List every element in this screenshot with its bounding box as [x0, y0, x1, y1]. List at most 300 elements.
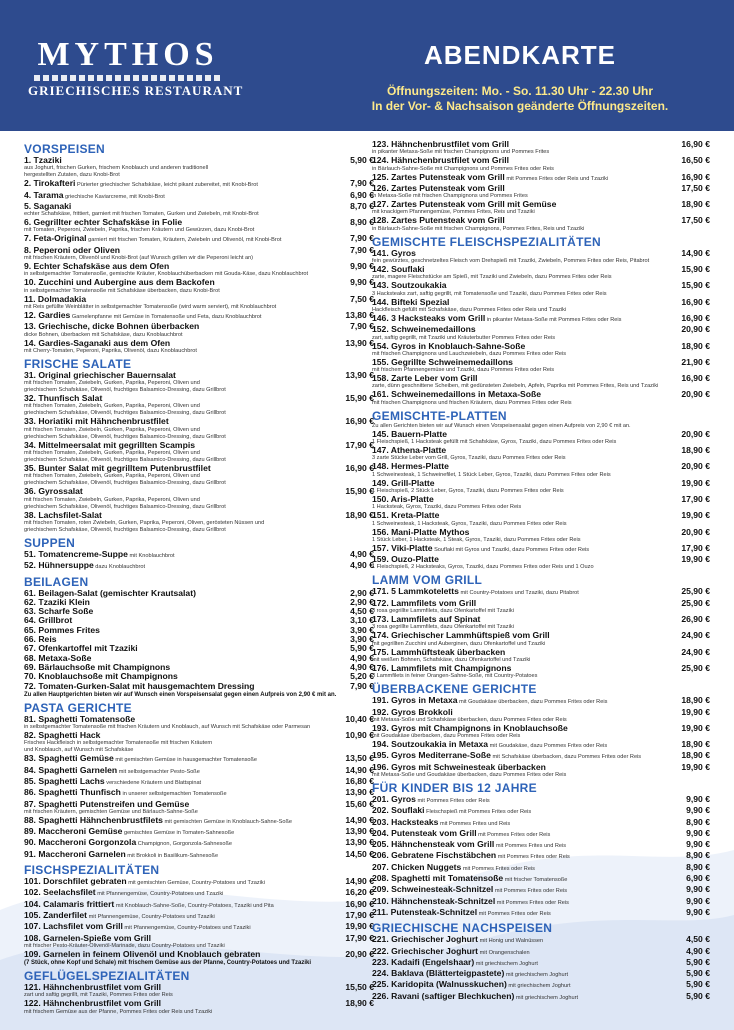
- menu-item-price: 20,90 €: [345, 949, 374, 959]
- menu-item-name: 172. Lammfilets vom Grill: [372, 598, 477, 608]
- section-heading: ÜBERBACKENE GERICHTE: [372, 682, 537, 697]
- menu-item-name: 90. Maccheroni Gorgonzola: [24, 838, 137, 848]
- menu-item-price: 9,90 €: [686, 885, 710, 895]
- menu-item-detail: mit Schafskäse überbacken, dazu Pommes Frites oder Reis: [490, 754, 642, 761]
- menu-item-price: 15,90 €: [345, 394, 374, 404]
- menu-item: [372, 216, 710, 225]
- menu-item-name: 81. Spaghetti Tomatensoße: [24, 714, 136, 724]
- menu-item-detail: verschiedene Kräutern und Blattspinat: [104, 779, 202, 786]
- menu-item-name: 1. Tzaziki: [24, 156, 62, 165]
- menu-item-description: mit frischen Tomaten, Zwiebeln, Gurken, Paprika, Peperoni, Oliven und: [24, 403, 200, 410]
- menu-item: [372, 528, 710, 537]
- menu-item: [372, 374, 710, 383]
- menu-item: [24, 322, 374, 331]
- menu-item-description: mit frischen Tomaten, Zwiebeln, Gurken, Paprika, Peperoni, Oliven und: [24, 473, 200, 480]
- menu-item-name: 33. Horiatiki mit Hähnchenbrustfilet: [24, 417, 169, 427]
- menu-item-description: mit frischen Tomaten, Zwiebeln, Gurken, Paprika, Peperoni, Oliven und: [24, 426, 200, 433]
- menu-item-name: 13. Griechische, dicke Bohnen überbacken: [24, 322, 200, 332]
- page-title: ABENDKARTE: [424, 40, 616, 70]
- menu-item-name: 122. Hähnchenbrustfilet vom Grill: [24, 999, 162, 1009]
- menu-item-price: 13,90 €: [345, 370, 374, 380]
- menu-item: [24, 626, 374, 635]
- menu-item-description: fein gewürztes, geschnetzeltes Fleisch vom Drehspieß mit Tzaziki, Zwiebeln, Pommes Frites oder Reis, Pitabrot: [372, 258, 650, 265]
- menu-item-price: 17,90 €: [345, 440, 374, 450]
- menu-item-description: mit Reis gefüllte Weinblätter in selbstgemachter Tomatensoße (wird warm serviert), mit Knoblauchbrot: [24, 303, 277, 310]
- menu-item: [24, 922, 374, 933]
- menu-item: [24, 589, 374, 598]
- menu-item-price: 6,90 €: [350, 190, 374, 200]
- menu-item-price: 17,90 €: [345, 910, 374, 920]
- menu-item-name: 10. Zucchini und Aubergine aus dem Backofen: [24, 278, 215, 288]
- menu-item-detail: mit Goudakäse, dazu Pommes Frites oder Reis: [488, 743, 608, 750]
- menu-item: [24, 766, 374, 777]
- menu-item: [372, 696, 710, 707]
- menu-item-price: 13,90 €: [345, 788, 374, 798]
- section-heading: BEILAGEN: [24, 574, 89, 589]
- menu-item: [372, 200, 710, 209]
- menu-item-detail: mit Pommes Frites und Reis: [438, 820, 511, 827]
- menu-item-detail: Fleischspieß mit Pommes Frites oder Reis: [424, 809, 532, 816]
- menu-item-name: 52. Hühnersuppe: [24, 561, 94, 571]
- menu-item-name: 63. Scharfe Soße: [24, 607, 94, 617]
- opening-hours-line: Öffnungszeiten: Mo. - So. 11.30 Uhr - 22.30 Uhr: [386, 84, 654, 98]
- menu-item-price: 16,90 €: [681, 172, 710, 182]
- menu-item-name: 210. Hähnchensteak-Schnitzel: [372, 896, 496, 906]
- menu-item: [372, 281, 710, 290]
- menu-item-name: 87. Spaghetti Putenstreifen und Gemüse: [24, 799, 190, 809]
- menu-item: [372, 587, 710, 598]
- menu-item-price: 14,90 €: [681, 248, 710, 258]
- menu-item-price: 9,90 €: [686, 806, 710, 816]
- menu-item-detail: Pürierter griechischer Schafskäse, leicht pikant zubereitet, mit Knobi-Brot: [75, 182, 258, 189]
- menu-item-price: 5,90 €: [686, 969, 710, 979]
- menu-item-detail: Garnelenpfanne mit Gemüse in Tomatensoße und Feta, dazu Knoblauchbrot: [70, 313, 262, 320]
- menu-item-name: 6. Gegrillter echter Schafskäse in Folie: [24, 218, 183, 228]
- menu-item-name: 7. Feta-Original: [24, 234, 87, 244]
- menu-item: [24, 911, 374, 922]
- menu-item: [372, 342, 710, 351]
- restaurant-logo: [28, 36, 244, 99]
- menu-item-name: 205. Hähnchensteak vom Grill: [372, 840, 495, 850]
- menu-item: [372, 249, 710, 258]
- meander-border: [34, 75, 222, 81]
- menu-item-price: 5,90 €: [686, 980, 710, 990]
- menu-item-description: 1 Fleischspieß, 2 Hacksteaks, Gyros, Tzaziki, dazu Pommes Frites oder Reis und 1 Ouzo: [372, 564, 594, 571]
- menu-item-price: 4,50 €: [350, 607, 374, 617]
- menu-item-name: 105. Zanderfilet: [24, 910, 88, 920]
- menu-item-name: 171. 5 Lammkoteletts: [372, 587, 459, 597]
- menu-item-name: 194. Soutzoukakia in Metaxa: [372, 740, 489, 750]
- menu-item-name: 123. Hähnchenbrustfilet vom Grill: [372, 140, 510, 149]
- menu-item-description: zart, saftig gegrillt, mit Tzaziki und Kräuterbutter Pommes Frites oder Reis: [372, 334, 556, 341]
- menu-item-description: echter Schafskäse, frittiert, garniert mit frischen Tomaten, Gurken und Zwiebeln, mit Knobi-Brot: [24, 211, 259, 218]
- section-heading: GEMISCHTE FLEISCHSPEZIALITÄTEN: [372, 234, 602, 249]
- menu-item: [372, 897, 710, 908]
- menu-item-name: 88. Spaghetti Hähnchenbrustfilets: [24, 815, 163, 825]
- menu-item-name: 125. Zartes Putensteak vom Grill: [372, 172, 505, 182]
- menu-item-name: 173. Lammfilets auf Spinat: [372, 615, 481, 625]
- menu-item: [372, 358, 710, 367]
- menu-item-detail: mit Pommes Frites oder Reis: [476, 831, 551, 838]
- menu-item: [24, 156, 374, 165]
- menu-item-price: 16,90 €: [345, 417, 374, 427]
- menu-item-name: 126. Zartes Putensteak vom Grill: [372, 183, 505, 193]
- menu-item: [372, 829, 710, 840]
- menu-item-description: 1 Schweinesteak, 1 Hacksteak, Gyros, Tzaziki, dazu Pommes Frites oder Reis: [372, 520, 567, 527]
- menu-item-description: in Bärlauch-Sahne-Soße mit Champignons und Pommes Frites oder Reis: [372, 165, 554, 172]
- menu-item: [24, 754, 374, 765]
- menu-item: [24, 654, 374, 663]
- menu-item: [372, 495, 710, 504]
- section-heading: LAMM VOM GRILL: [372, 573, 483, 588]
- menu-item-detail: mit griechischem Joghurt: [474, 960, 538, 967]
- menu-item: [372, 992, 710, 1003]
- menu-item-price: 16,90 €: [681, 140, 710, 149]
- menu-item-name: 224. Baklava (Blätterteigpastete): [372, 969, 505, 979]
- menu-item: [24, 246, 374, 255]
- menu-item-detail: mit griechischem Joghurt: [506, 983, 571, 990]
- menu-item-description: 1 Stück Leber, 1 Hacksteak, 1 Steak, Gyros, Tzaziki, dazu Pommes Frites oder Reis: [372, 536, 581, 543]
- menu-item-name: 70. Knoblauchsoße mit Champignons: [24, 672, 178, 682]
- menu-item: [24, 598, 374, 607]
- header-banner: [0, 0, 734, 131]
- menu-item: [24, 850, 374, 861]
- menu-item-name: 142. Souflaki: [372, 265, 425, 275]
- menu-item: [24, 800, 374, 809]
- menu-item: [372, 265, 710, 274]
- menu-item-name: 34. Mittelmeersalat mit gegrillten Scampis: [24, 440, 195, 450]
- menu-item: [24, 644, 374, 653]
- menu-item-name: 161. Schweinemedaillons in Metaxa-Soße: [372, 390, 542, 400]
- section-heading: FRISCHE SALATE: [24, 356, 132, 371]
- menu-item-price: 5,90 €: [350, 156, 374, 165]
- menu-item: [24, 635, 374, 644]
- menu-item-price: 10,40 €: [345, 714, 374, 724]
- menu-item-price: 13,90 €: [345, 338, 374, 348]
- menu-item-detail: gemischtes Gemüse in Tomaten-Sahnesoße: [122, 830, 235, 837]
- menu-item-description: in selbstgemachter Tomatensoße mit Schafskäse überbacken, dazu Knobi-Brot: [24, 287, 220, 294]
- menu-item-price: 9,90 €: [350, 278, 374, 288]
- menu-item-name: 201. Gyros: [372, 794, 416, 804]
- menu-item-detail: mit Pfannengemüse, Country-Potatoes und Tzaziki: [95, 891, 224, 898]
- menu-item-description: mit frischen Tomaten, Zwiebeln, Gurken, Paprika, Peperoni, Oliven und: [24, 450, 200, 457]
- menu-item-price: 26,90 €: [681, 615, 710, 625]
- menu-item-name: 86. Spaghetti Thunfisch: [24, 788, 121, 798]
- section-heading: SUPPEN: [24, 535, 76, 550]
- menu-item-price: 5,90 €: [686, 957, 710, 967]
- menu-item-price: 18,90 €: [681, 446, 710, 456]
- menu-item-price: 18,90 €: [681, 751, 710, 761]
- menu-item-description: und Knoblauch, auf Wunsch mit Schafskäse: [24, 747, 134, 754]
- menu-item-price: 8,90 €: [686, 817, 710, 827]
- menu-item-name: 12. Gardies: [24, 310, 71, 320]
- menu-item-detail: mit Pommes Frites und Reis: [494, 843, 567, 850]
- menu-item-name: 221. Griechischer Joghurt: [372, 935, 479, 945]
- menu-note: Zu allen Hauptgerichten bieten wir auf Wunsch einen Vorspeisensalat gegen einen Aufpreis von 2,90 € mit an.: [24, 691, 337, 698]
- menu-item-price: 14,50 €: [345, 849, 374, 859]
- menu-item-description: griechischem Schafskäse, Olivenöl, fruchtiges Balsamico-Dressing, dazu Grillbrot: [24, 387, 226, 394]
- menu-item-price: 6,90 €: [686, 874, 710, 884]
- menu-item-name: 206. Gebratene Fischstäbchen: [372, 851, 497, 861]
- menu-item: [24, 191, 374, 202]
- menu-item: [24, 487, 374, 496]
- menu-item: [372, 314, 710, 325]
- menu-item-detail: in unserer selbstgemachten Tomatensoße: [120, 791, 227, 798]
- menu-item-description: griechischem Schafskäse, Olivenöl, fruchtiges Balsamico-Dressing, dazu Grillbrot: [24, 480, 226, 487]
- menu-item-price: 10,90 €: [345, 731, 374, 741]
- menu-item-name: 51. Tomatencreme-Suppe: [24, 549, 128, 559]
- menu-item-detail: mit Pommes Frites oder Reis: [477, 910, 551, 917]
- menu-item-description: mit Tomaten, Peperoni, Zwiebeln, Paprika, frischen Kräutern und Gewürzen, dazu Knobi-Brot: [24, 227, 255, 234]
- menu-item-name: 102. Seelachsfilet: [24, 888, 96, 898]
- menu-item: [24, 888, 374, 899]
- menu-item: [24, 417, 374, 426]
- menu-item: [372, 555, 710, 564]
- menu-item-name: 9. Echter Schafskäse aus dem Ofen: [24, 262, 170, 272]
- menu-item-name: 191. Gyros in Metaxa: [372, 696, 458, 706]
- menu-item-price: 3,90 €: [350, 625, 374, 635]
- menu-item-detail: mit Pommes Frites oder Reis: [496, 854, 570, 861]
- menu-item: [24, 838, 374, 849]
- menu-item-name: 203. Hacksteaks: [372, 817, 439, 827]
- menu-item-name: 38. Lachsfilet-Salat: [24, 510, 102, 520]
- menu-item: [24, 234, 374, 245]
- menu-item-price: 18,90 €: [681, 740, 710, 750]
- menu-item-name: 35. Bunter Salat mit gegrilltem Putenbrustfilet: [24, 464, 211, 474]
- menu-item-price: 21,90 €: [681, 357, 710, 367]
- opening-hours: [330, 84, 710, 114]
- menu-item-description: griechischem Schafskäse, Olivenöl, fruchtiges Balsamico-Dressing, dazu Grillbrot: [24, 457, 226, 464]
- menu-item-name: 204. Putensteak vom Grill: [372, 828, 477, 838]
- menu-item: [24, 550, 374, 561]
- menu-item-price: 13,90 €: [345, 827, 374, 837]
- menu-item-detail: mit Pommes Frites oder Reis: [495, 899, 569, 906]
- menu-item-price: 15,90 €: [345, 487, 374, 497]
- menu-item-name: 195. Gyros Mediterrane-Soße: [372, 751, 491, 761]
- menu-item: [372, 908, 710, 919]
- menu-item-description: mit frischem Gemüse aus der Pfanne, Pommes Frites oder Reis und Tzaziki: [24, 1008, 213, 1015]
- section-heading: PASTA GERICHTE: [24, 700, 132, 715]
- menu-item-name: 2. Tirokafteri: [24, 179, 76, 189]
- menu-item-price: 20,90 €: [681, 429, 710, 439]
- menu-item-description: griechischem Schafskäse, Olivenöl, fruchtiges Balsamico-Dressing, dazu Grillbrot: [24, 410, 226, 417]
- menu-item-name: 124. Hähnchenbrustfilet vom Grill: [372, 156, 510, 166]
- menu-item-price: 8,90 €: [350, 218, 374, 228]
- menu-item-name: 158. Zarte Leber vom Grill: [372, 374, 478, 384]
- menu-item: [372, 806, 710, 817]
- menu-item-name: 104. Calamaris frittiert: [24, 899, 115, 909]
- menu-item-price: 7,90 €: [350, 179, 374, 189]
- menu-item-name: 211. Putensteak-Schnitzel: [372, 907, 478, 917]
- menu-item-name: 159. Ouzo-Platte: [372, 555, 439, 565]
- menu-item-price: 16,90 €: [681, 297, 710, 307]
- menu-item-price: 4,90 €: [350, 662, 374, 672]
- menu-item-description: mit frischen Champignons und Lauchzwiebeln, dazu Pommes Frites oder Reis: [372, 350, 567, 357]
- menu-item-description: mit Cherry-Tomaten, Peperoni, Paprika, Olivenöl, dazu Knoblauchbrot: [24, 347, 197, 354]
- menu-item-detail: mit gemischten Gemüse in Knoblauch-Sahne-Soße: [162, 818, 293, 825]
- menu-item: [24, 441, 374, 450]
- menu-item-detail: griechische Kaviarcreme, mit Knobi-Brot: [63, 193, 165, 200]
- menu-item-detail: mit Pommes Frites oder Reis: [493, 888, 567, 895]
- menu-item-detail: mit Country-Potatoes und Tzaziki, dazu Pitabrot: [458, 590, 579, 597]
- menu-item: [372, 511, 710, 520]
- menu-item-name: 31. Original griechischer Bauernsalat: [24, 370, 176, 380]
- menu-item-detail: mit selbstgemachter Pesto-Soße: [117, 768, 200, 775]
- menu-item: [372, 874, 710, 885]
- menu-item: [24, 262, 374, 271]
- menu-item-name: 4. Tarama: [24, 190, 64, 200]
- menu-item: [24, 607, 374, 616]
- menu-item-description: griechischem Schafskäse, Olivenöl, fruchtiges Balsamico-Dressing, dazu Grillbrot: [24, 526, 226, 533]
- menu-item-detail: mit Pfannengemüse, Country-Potatoes und Tzaziki: [122, 925, 251, 932]
- menu-item: [24, 788, 374, 799]
- menu-item-name: 66. Reis: [24, 635, 57, 645]
- menu-item-detail: in pikanter Metaxa-Soße mit Pommes Frites oder Reis: [485, 316, 622, 323]
- menu-item-name: 196. Gyros mit Schweinesteak überbacken: [372, 762, 546, 772]
- menu-item-description: griechischem Schafskäse, Olivenöl, fruchtiges Balsamico-Dressing, dazu Grillbrot: [24, 433, 226, 440]
- menu-item-price: 17,90 €: [681, 494, 710, 504]
- menu-item-price: 2,90 €: [350, 597, 374, 607]
- menu-item: [372, 980, 710, 991]
- menu-item-name: 82. Spaghetti Hack: [24, 731, 101, 741]
- menu-item-name: 32. Thunfisch Salat: [24, 394, 103, 404]
- menu-item-price: 9,90 €: [686, 794, 710, 804]
- menu-item: [372, 763, 710, 772]
- menu-item-name: 107. Lachsfilet vom Grill: [24, 922, 123, 932]
- menu-item: [24, 877, 374, 888]
- menu-item-description: mit frischem Pfannengemüse und Tzaziki, dazu Pommes Frites oder Reis: [372, 367, 555, 374]
- menu-item: [24, 672, 374, 681]
- menu-item: [372, 615, 710, 624]
- menu-item-price: 19,90 €: [345, 922, 374, 932]
- menu-item-description: griechischem Schafskäse, Olivenöl, fruchtiges Balsamico-Dressing, dazu Grillbrot: [24, 503, 226, 510]
- menu-item-name: 155. Gegrillte Schweinemedaillons: [372, 357, 513, 367]
- menu-item-price: 24,90 €: [681, 647, 710, 657]
- menu-item-description: mit frischen Tomaten, Zwiebeln, Gurken, Paprika, Peperoni, Oliven und: [24, 380, 200, 387]
- menu-item: [24, 827, 374, 838]
- menu-item-price: 7,90 €: [350, 245, 374, 255]
- menu-item-description: 3 rosa gegrillte Lammfilets, dazu Ofenkartoffel mit Tzaziki: [372, 624, 514, 631]
- menu-item: [372, 544, 710, 555]
- menu-item: [372, 795, 710, 806]
- menu-item-name: 202. Souflaki: [372, 806, 425, 816]
- menu-item-description: 1 Fleischspieß, 2 Stück Leber, Gyros, Tzaziki, dazu Pommes Frites oder Reis: [372, 487, 564, 494]
- menu-item-price: 16,20 €: [345, 888, 374, 898]
- menu-item: [372, 140, 710, 149]
- menu-item-name: 83. Spaghetti Gemüse: [24, 754, 114, 764]
- menu-item-name: 108. Garnelen-Spieße vom Grill: [24, 933, 152, 943]
- menu-item-name: 8. Peperoni oder Oliven: [24, 245, 120, 255]
- menu-item-price: 19,90 €: [681, 511, 710, 521]
- menu-item-price: 16,90 €: [345, 464, 374, 474]
- menu-item-price: 3,10 €: [350, 616, 374, 626]
- opening-hours-note: In der Vor- & Nachsaison geänderte Öffnungszeiten.: [371, 99, 669, 113]
- menu-item-detail: mit Goudakäse überbacken, dazu Pommes Frites oder Reis: [457, 699, 608, 706]
- menu-item-price: 20,90 €: [681, 462, 710, 472]
- menu-item: [24, 934, 374, 943]
- menu-item-name: 225. Karidopita (Walnusskuchen): [372, 980, 507, 990]
- menu-item-price: 8,90 €: [686, 851, 710, 861]
- menu-item-description: mit frischen Champignons und frischen Kräutern, dazu Pommes Frites oder Reis: [372, 399, 572, 406]
- menu-item-price: 18,90 €: [681, 696, 710, 706]
- menu-item-price: 15,90 €: [681, 281, 710, 291]
- menu-item-detail: mit Pfannengemüse, Country-Potatoes und Tzaziki: [87, 913, 215, 920]
- menu-item-name: 150. Aris-Platte: [372, 494, 434, 504]
- menu-item-name: 226. Ravani (saftiger Blechkuchen): [372, 991, 515, 1001]
- menu-item-name: 5. Saganaki: [24, 201, 72, 211]
- menu-item-price: 25,90 €: [681, 598, 710, 608]
- menu-item-price: 9,90 €: [350, 262, 374, 272]
- menu-item-description: dicke Bohnen, überbacken mit Schafskäse, dazu Knoblauchbrot: [24, 331, 183, 338]
- menu-item: [372, 390, 710, 399]
- menu-item: [24, 464, 374, 473]
- menu-item-price: 18,90 €: [681, 200, 710, 210]
- menu-item: [24, 616, 374, 625]
- menu-item-description: 3 rosa gegrillte Lammfilets, dazu Ofenkartoffel mit Tzaziki: [372, 608, 514, 615]
- menu-item-price: 17,50 €: [681, 216, 710, 226]
- menu-item-name: 174. Griechischer Lammhüftspieß vom Grill: [372, 631, 550, 641]
- menu-item: [24, 950, 374, 959]
- menu-item-price: 16,90 €: [681, 313, 710, 323]
- menu-item: [372, 969, 710, 980]
- menu-item-price: 7,90 €: [350, 681, 374, 691]
- menu-item-description: mit frischen Kräutern, gemischten Gemüse und Bärlauch-Sahne-Soße: [24, 808, 198, 815]
- menu-item-name: 147. Athena-Platte: [372, 446, 447, 456]
- menu-item-name: 151. Kreta-Platte: [372, 511, 440, 521]
- menu-item-name: 148. Hermes-Platte: [372, 462, 449, 472]
- menu-item: [372, 156, 710, 165]
- menu-item-price: 15,90 €: [681, 265, 710, 275]
- menu-item-description: zarte, dünn geschnittene Scheiben, mit gedünsteten Zwiebeln, Äpfeln, Paprika mit Pommes Frites, Reis und Tzaziki: [372, 383, 659, 390]
- menu-item-description: mit knackigem Pfannengemüse, Pommes Frites, Reis und Tzaziki: [372, 209, 535, 216]
- menu-item-name: 145. Bauern-Platte: [372, 429, 447, 439]
- menu-item-price: 19,90 €: [681, 478, 710, 488]
- menu-item-price: 16,50 €: [681, 156, 710, 166]
- menu-item-detail: dazu Knoblauchbrot: [93, 564, 146, 571]
- logo-subtitle: GRIECHISCHES RESTAURANT: [28, 83, 244, 98]
- menu-item-price: 14,90 €: [345, 765, 374, 775]
- menu-item-description: Frisches Hackfleisch in selbstgemachter Tomatensoße mit frischen Kräutern: [24, 740, 213, 747]
- menu-item-price: 14,90 €: [345, 815, 374, 825]
- menu-item-description: in pikanter Metaxa-Soße mit frischen Champignons und Pommes Frites: [372, 149, 550, 156]
- menu-item-price: 18,90 €: [345, 510, 374, 520]
- menu-item-description: zarte, magere Fleischstücke am Spieß, mit Tzaziki und Zwiebeln, dazu Pommes Frites oder Reis: [372, 274, 612, 281]
- menu-item-detail: mit gemischten Gemüse in hausgemachter Tomatensoße: [113, 757, 258, 764]
- menu-item-description: Zu allen Gerichten bieten wir auf Wunsch einen Vorspeisensalat gegen einen Aufpreis von 2,90 € mit an.: [372, 422, 631, 429]
- menu-item-description: in selbstgemachter Tomatensoße mit frischen Kräutern und Knoblauch, auf Wunsch mit Schafskäse oder Parmesan: [24, 724, 311, 731]
- menu-item-price: 24,90 €: [681, 631, 710, 641]
- menu-item-detail: mit gemischten Gemüse, Country-Potatoes und Tzaziki: [126, 880, 265, 887]
- menu-item-name: 176. Lammfilets mit Champignons: [372, 663, 512, 673]
- menu-item: [372, 298, 710, 307]
- menu-item-price: 7,90 €: [350, 322, 374, 332]
- menu-item-name: 156. Mani-Platte Mythos: [372, 527, 470, 537]
- menu-item-name: 141. Gyros: [372, 248, 416, 258]
- menu-column-right: [372, 140, 710, 1003]
- menu-item-price: 2,90 €: [350, 588, 374, 598]
- menu-item: [24, 371, 374, 380]
- menu-item-name: 152. Schweinemedaillons: [372, 325, 476, 335]
- menu-item-name: 64. Grillbrot: [24, 616, 73, 626]
- menu-item-name: 144. Bifteki Spezial: [372, 297, 450, 307]
- menu-item: [372, 724, 710, 733]
- menu-item-description: 3 Hacksteaks zart, saftig gegrillt, mit Tomatensoße und Tzaziki, dazu Pommes Frites oder Reis: [372, 290, 607, 297]
- menu-item: [24, 179, 374, 190]
- menu-item: [24, 218, 374, 227]
- menu-item-price: 20,90 €: [681, 390, 710, 400]
- menu-item-detail: mit Pommes Frites oder Reis: [415, 797, 490, 804]
- menu-item-name: 143. Soutzoukakia: [372, 281, 447, 291]
